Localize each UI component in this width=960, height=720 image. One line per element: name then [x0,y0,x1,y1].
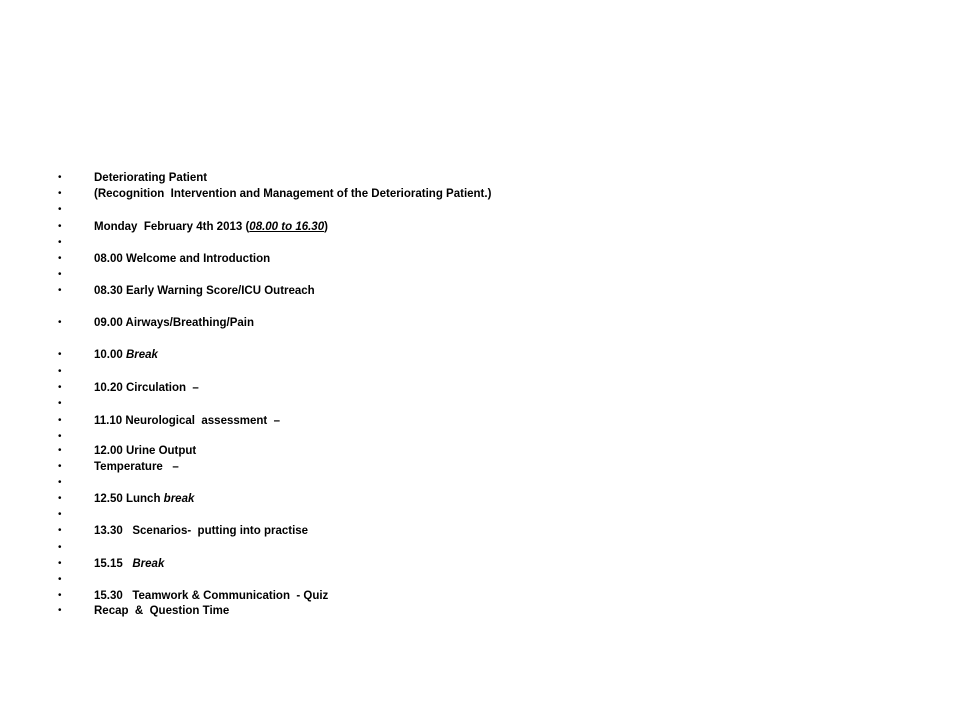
bullet-icon: • [58,253,62,264]
agenda-item-text [94,380,199,396]
bullet-icon: • [58,461,62,472]
bullet-icon: • [58,349,62,360]
bullet-icon: • [58,237,62,248]
bullet-icon: • [58,221,62,232]
agenda-item-segment: 15.15 [94,558,133,570]
bullet-icon: • [58,172,62,183]
agenda-item-text [94,523,308,539]
agenda-item-text [94,219,328,235]
agenda-item-text [94,170,207,186]
bullet-icon: • [58,574,62,585]
agenda-item-segment: Break [132,558,165,570]
agenda-item-segment: 10.20 Circulation – [94,382,199,394]
bullet-icon: • [58,382,62,393]
bullet-icon: • [58,525,62,536]
agenda-item-segment: 09.00 Airways/Breathing/Pain [94,317,255,329]
agenda-item-segment: Monday February 4th 2013 ( [94,221,250,233]
agenda-item-text [94,443,196,459]
agenda-item-text [94,556,164,572]
agenda-item-segment: 08.00 Welcome and Introduction [94,253,271,265]
agenda-item-text [94,283,315,299]
bullet-icon: • [58,366,62,377]
agenda-item-segment: 13.30 Scenarios- putting into practise [94,525,309,537]
bullet-icon: • [58,445,62,456]
bullet-icon: • [58,204,62,215]
agenda-item-text [94,413,280,429]
agenda-item-segment: Break [125,349,158,361]
agenda-item-segment: Recap & Question Time [94,605,230,617]
agenda-item-segment: 12.00 Urine Output [94,445,197,457]
bullet-icon: • [58,431,62,442]
bullet-icon: • [58,415,62,426]
agenda-item-text [94,315,254,331]
agenda-item-text [94,588,328,604]
agenda-item-text [94,347,158,363]
agenda-item-text [94,186,491,202]
bullet-icon: • [58,605,62,616]
bullet-icon: • [58,558,62,569]
agenda-item-segment: 10.00 [94,349,126,361]
agenda-item-segment: Temperature – [94,461,179,473]
bullet-icon: • [58,285,62,296]
agenda-item-segment: ) [324,221,328,233]
agenda-item-text [94,459,179,475]
bullet-icon: • [58,590,62,601]
agenda-item-segment: 08.30 Early Warning Score/ICU Outreach [94,285,315,297]
agenda-item-segment: (Recognition Intervention and Management of the Deteriorating Patient.) [94,188,492,200]
bullet-icon: • [58,509,62,520]
agenda-item-text [94,491,194,507]
bullet-icon: • [58,542,62,553]
agenda-item-segment: 15.30 Teamwork & Communication - Quiz [94,590,329,602]
bullet-icon: • [58,493,62,504]
agenda-item-segment: Deteriorating Patient [94,172,208,184]
bullet-icon: • [58,398,62,409]
agenda-item-segment: 08.00 to 16.30 [249,221,325,233]
bullet-icon: • [58,317,62,328]
bullet-icon: • [58,477,62,488]
bullet-icon: • [58,188,62,199]
agenda-item-text [94,251,270,267]
bullet-icon: • [58,269,62,280]
agenda-item-segment: break [163,493,195,505]
agenda-item-segment: 12.50 Lunch [94,493,164,505]
agenda-item-segment: 11.10 Neurological assessment – [94,415,281,427]
agenda-item-text [94,603,229,619]
